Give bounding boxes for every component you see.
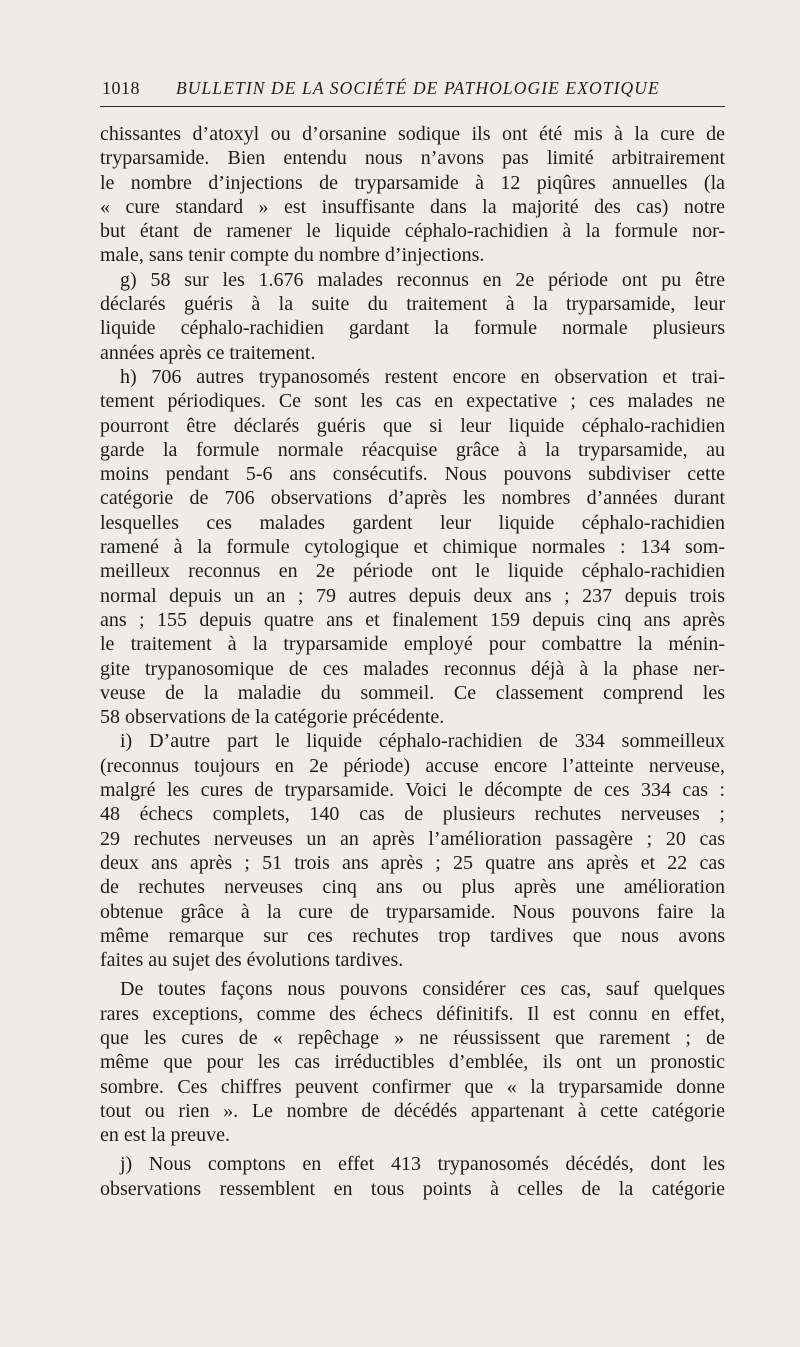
text-line: meilleux reconnus en 2e période ont le liquide céphalo-rachidien (100, 560, 725, 583)
text-line: tement périodiques. Ce sont les cas en expectative ; ces malades ne (100, 390, 725, 413)
text-line: obtenue grâce à la cure de tryparsamide. Nous pouvons faire la (100, 900, 725, 923)
text-line: ans ; 155 depuis quatre ans et finalement 159 depuis cinq ans après (100, 608, 725, 631)
text-line: i) D’autre part le liquide céphalo-rachidien de 334 sommeilleux (120, 730, 725, 753)
text-line: déclarés guéris à la suite du traitement à la tryparsamide, leur (100, 293, 725, 316)
text-line: malgré les cures de tryparsamide. Voici le décompte de ces 334 cas : (100, 779, 725, 802)
text-line: ramené à la formule cytologique et chimique normales : 134 som- (100, 536, 725, 559)
running-title: BULLETIN DE LA SOCIÉTÉ DE PATHOLOGIE EXOTIQUE (176, 78, 660, 98)
text-line: 29 rechutes nerveuses un an après l’amélioration passagère ; 20 cas (100, 827, 725, 850)
body-text (100, 122, 725, 1201)
text-line: lesquelles ces malades gardent leur liquide céphalo-rachidien (100, 511, 725, 534)
text-line: de rechutes nerveuses cinq ans ou plus après une amélioration (100, 876, 725, 899)
page-header (100, 76, 725, 107)
text-line: (reconnus toujours en 2e période) accuse encore l’atteinte nerveuse, (100, 754, 725, 777)
text-line: but étant de ramener le liquide céphalo-rachidien à la formule nor- (100, 220, 725, 243)
text-line: observations ressemblent en tous points à celles de la catégorie (100, 1177, 725, 1200)
text-line: faites au sujet des évolutions tardives. (100, 949, 404, 972)
text-line: catégorie de 706 observations d’après les nombres d’années durant (100, 487, 725, 510)
text-line: années après ce traitement. (100, 341, 316, 364)
text-line: 58 observations de la catégorie précédente. (100, 706, 445, 729)
text-line: g) 58 sur les 1.676 malades reconnus en 2e période ont pu être (120, 268, 725, 291)
text-line: h) 706 autres trypanosomés restent encore en observation et trai- (120, 365, 725, 388)
text-line: tout ou rien ». Le nombre de décédés appartenant à cette catégorie (100, 1099, 725, 1122)
text-line: garde la formule normale réacquise grâce à la tryparsamide, au (100, 438, 725, 461)
text-line: gite trypanosomique de ces malades reconnus déjà à la phase ner- (100, 657, 725, 680)
text-line: le nombre d’injections de tryparsamide à 12 piqûres annuelles (la (100, 171, 725, 194)
text-line: male, sans tenir compte du nombre d’injections. (100, 244, 485, 267)
text-line: rares exceptions, comme des échecs définitifs. Il est connu en effet, (100, 1002, 725, 1025)
text-line: moins pendant 5-6 ans consécutifs. Nous pouvons subdiviser cette (100, 463, 725, 486)
text-line: 48 échecs complets, 140 cas de plusieurs rechutes nerveuses ; (100, 803, 725, 826)
text-line: chissantes d’atoxyl ou d’orsanine sodique ils ont été mis à la cure de (100, 123, 725, 145)
text-line: même que pour les cas irréductibles d’emblée, ils ont un pronostic (100, 1051, 725, 1074)
text-line: deux ans après ; 51 trois ans après ; 25 quatre ans après et 22 cas (100, 851, 725, 874)
page-number: 1018 (102, 78, 140, 98)
text-line: le traitement à la tryparsamide employé pour combattre la ménin- (100, 633, 725, 656)
text-line: sombre. Ces chiffres peuvent confirmer que « la tryparsamide donne (100, 1075, 725, 1098)
text-line: liquide céphalo-rachidien gardant la formule normale plusieurs (100, 317, 725, 340)
text-line: tryparsamide. Bien entendu nous n’avons pas limité arbitrairement (100, 147, 725, 170)
text-line: en est la preuve. (100, 1124, 230, 1147)
text-line: « cure standard » est insuffisante dans la majorité des cas) notre (100, 195, 725, 218)
text-line: j) Nous comptons en effet 413 trypanosomés décédés, dont les (120, 1153, 725, 1176)
text-line: veuse de la maladie du sommeil. Ce classement comprend les (100, 681, 725, 704)
text-line: pourront être déclarés guéris que si leur liquide céphalo-rachidien (100, 414, 725, 437)
text-line: même remarque sur ces rechutes trop tardives que nous avons (100, 924, 725, 947)
text-line: normal depuis un an ; 79 autres depuis deux ans ; 237 depuis trois (100, 584, 725, 607)
text-line: que les cures de « repêchage » ne réussissent que rarement ; de (100, 1026, 725, 1049)
text-line: De toutes façons nous pouvons considérer ces cas, sauf quelques (120, 978, 725, 1001)
